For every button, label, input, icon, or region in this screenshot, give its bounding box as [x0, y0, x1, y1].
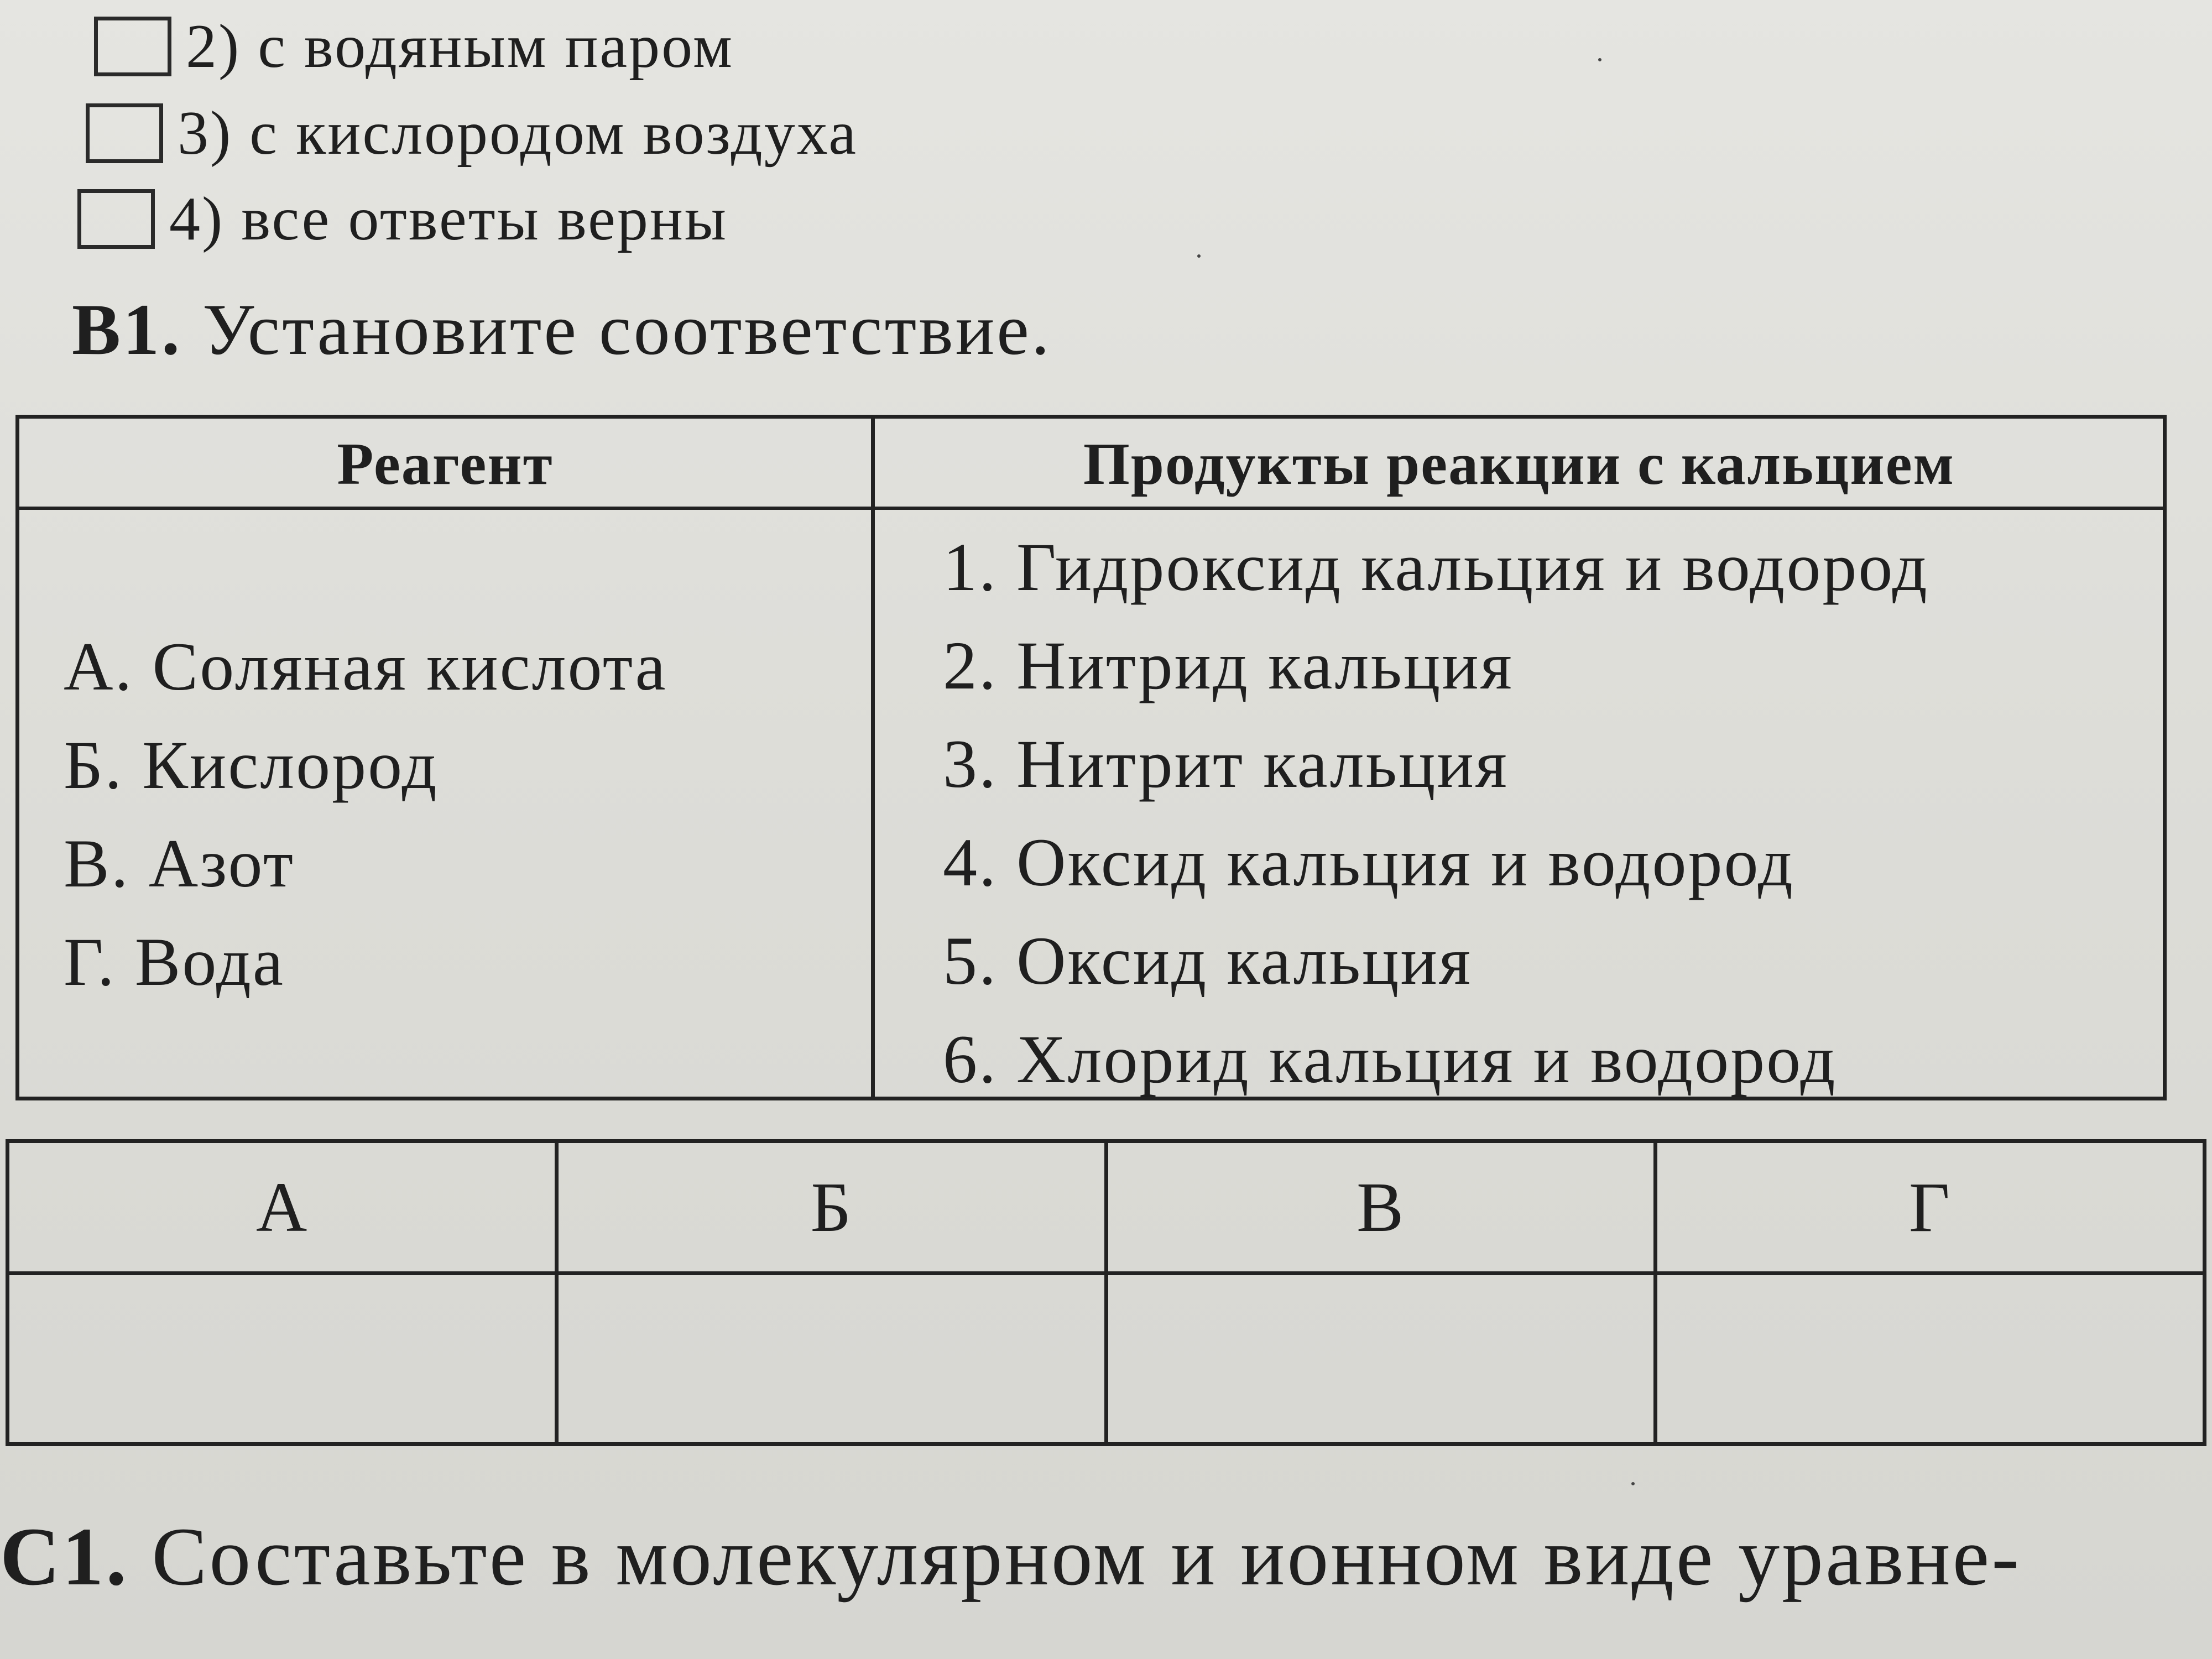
answer-cell-a[interactable] — [8, 1274, 557, 1444]
products-column-header: Продукты реакции с кальцием — [1083, 431, 1955, 497]
answer-grid-header-row — [8, 1141, 2205, 1274]
answer-cell-g[interactable] — [1655, 1274, 2204, 1444]
answer-checkbox[interactable] — [77, 189, 155, 249]
answer-cell-b[interactable] — [557, 1274, 1106, 1444]
answer-option-label: 4) все ответы верны — [169, 185, 728, 253]
product-item-5: 5. Оксид кальция — [943, 923, 1472, 999]
product-item-6: 6. Хлорид кальция и водород — [943, 1021, 1837, 1097]
reagent-item-g: Г. Вода — [64, 924, 285, 1000]
reagent-column-header: Реагент — [337, 431, 554, 497]
product-item-4: 4. Оксид кальция и водород — [943, 825, 1794, 900]
product-item-1: 1. Гидроксид кальция и водород — [943, 529, 1929, 605]
reagent-item-a: А. Соляная кислота — [64, 629, 667, 705]
task-b1-number: В1. — [72, 289, 182, 370]
task-c1-text: Составьте в молекулярном и ионном виде уравне- — [152, 1511, 2022, 1603]
reagent-item-v: В. Азот — [64, 826, 295, 901]
answer-grid-letter-b: Б — [557, 1141, 1106, 1274]
task-c1-heading — [0, 1511, 2022, 1603]
paper-speck — [1631, 1482, 1635, 1485]
task-b1-heading — [72, 289, 1052, 370]
paper-speck — [1598, 58, 1601, 61]
answer-checkbox[interactable] — [86, 103, 163, 163]
answer-grid — [6, 1139, 2206, 1446]
product-item-2: 2. Нитрид кальция — [943, 628, 1514, 703]
column-divider — [871, 419, 875, 1097]
answer-option-3[interactable] — [86, 99, 858, 168]
task-b1-instruction: Установите соответствие. — [202, 289, 1052, 370]
answer-grid-letter-a: А — [8, 1141, 557, 1274]
answer-option-label: 2) с водяным паром — [186, 12, 734, 81]
answer-grid-letter-g: Г — [1655, 1141, 2204, 1274]
product-list — [943, 518, 1929, 1109]
answer-cell-v[interactable] — [1106, 1274, 1655, 1444]
answer-option-4[interactable] — [77, 185, 728, 253]
answer-option-2[interactable] — [94, 12, 734, 81]
product-item-3: 3. Нитрит кальция — [943, 726, 1509, 802]
reagent-item-b: Б. Кислород — [64, 727, 439, 803]
answer-checkbox[interactable] — [94, 17, 171, 76]
reagent-list — [64, 618, 667, 1011]
answer-grid-input-row — [8, 1274, 2205, 1444]
answer-grid-letter-v: В — [1106, 1141, 1655, 1274]
paper-speck — [1197, 254, 1201, 258]
answer-option-label: 3) с кислородом воздуха — [178, 99, 858, 168]
matching-table — [15, 415, 2167, 1100]
task-c1-number: С1. — [0, 1511, 129, 1603]
